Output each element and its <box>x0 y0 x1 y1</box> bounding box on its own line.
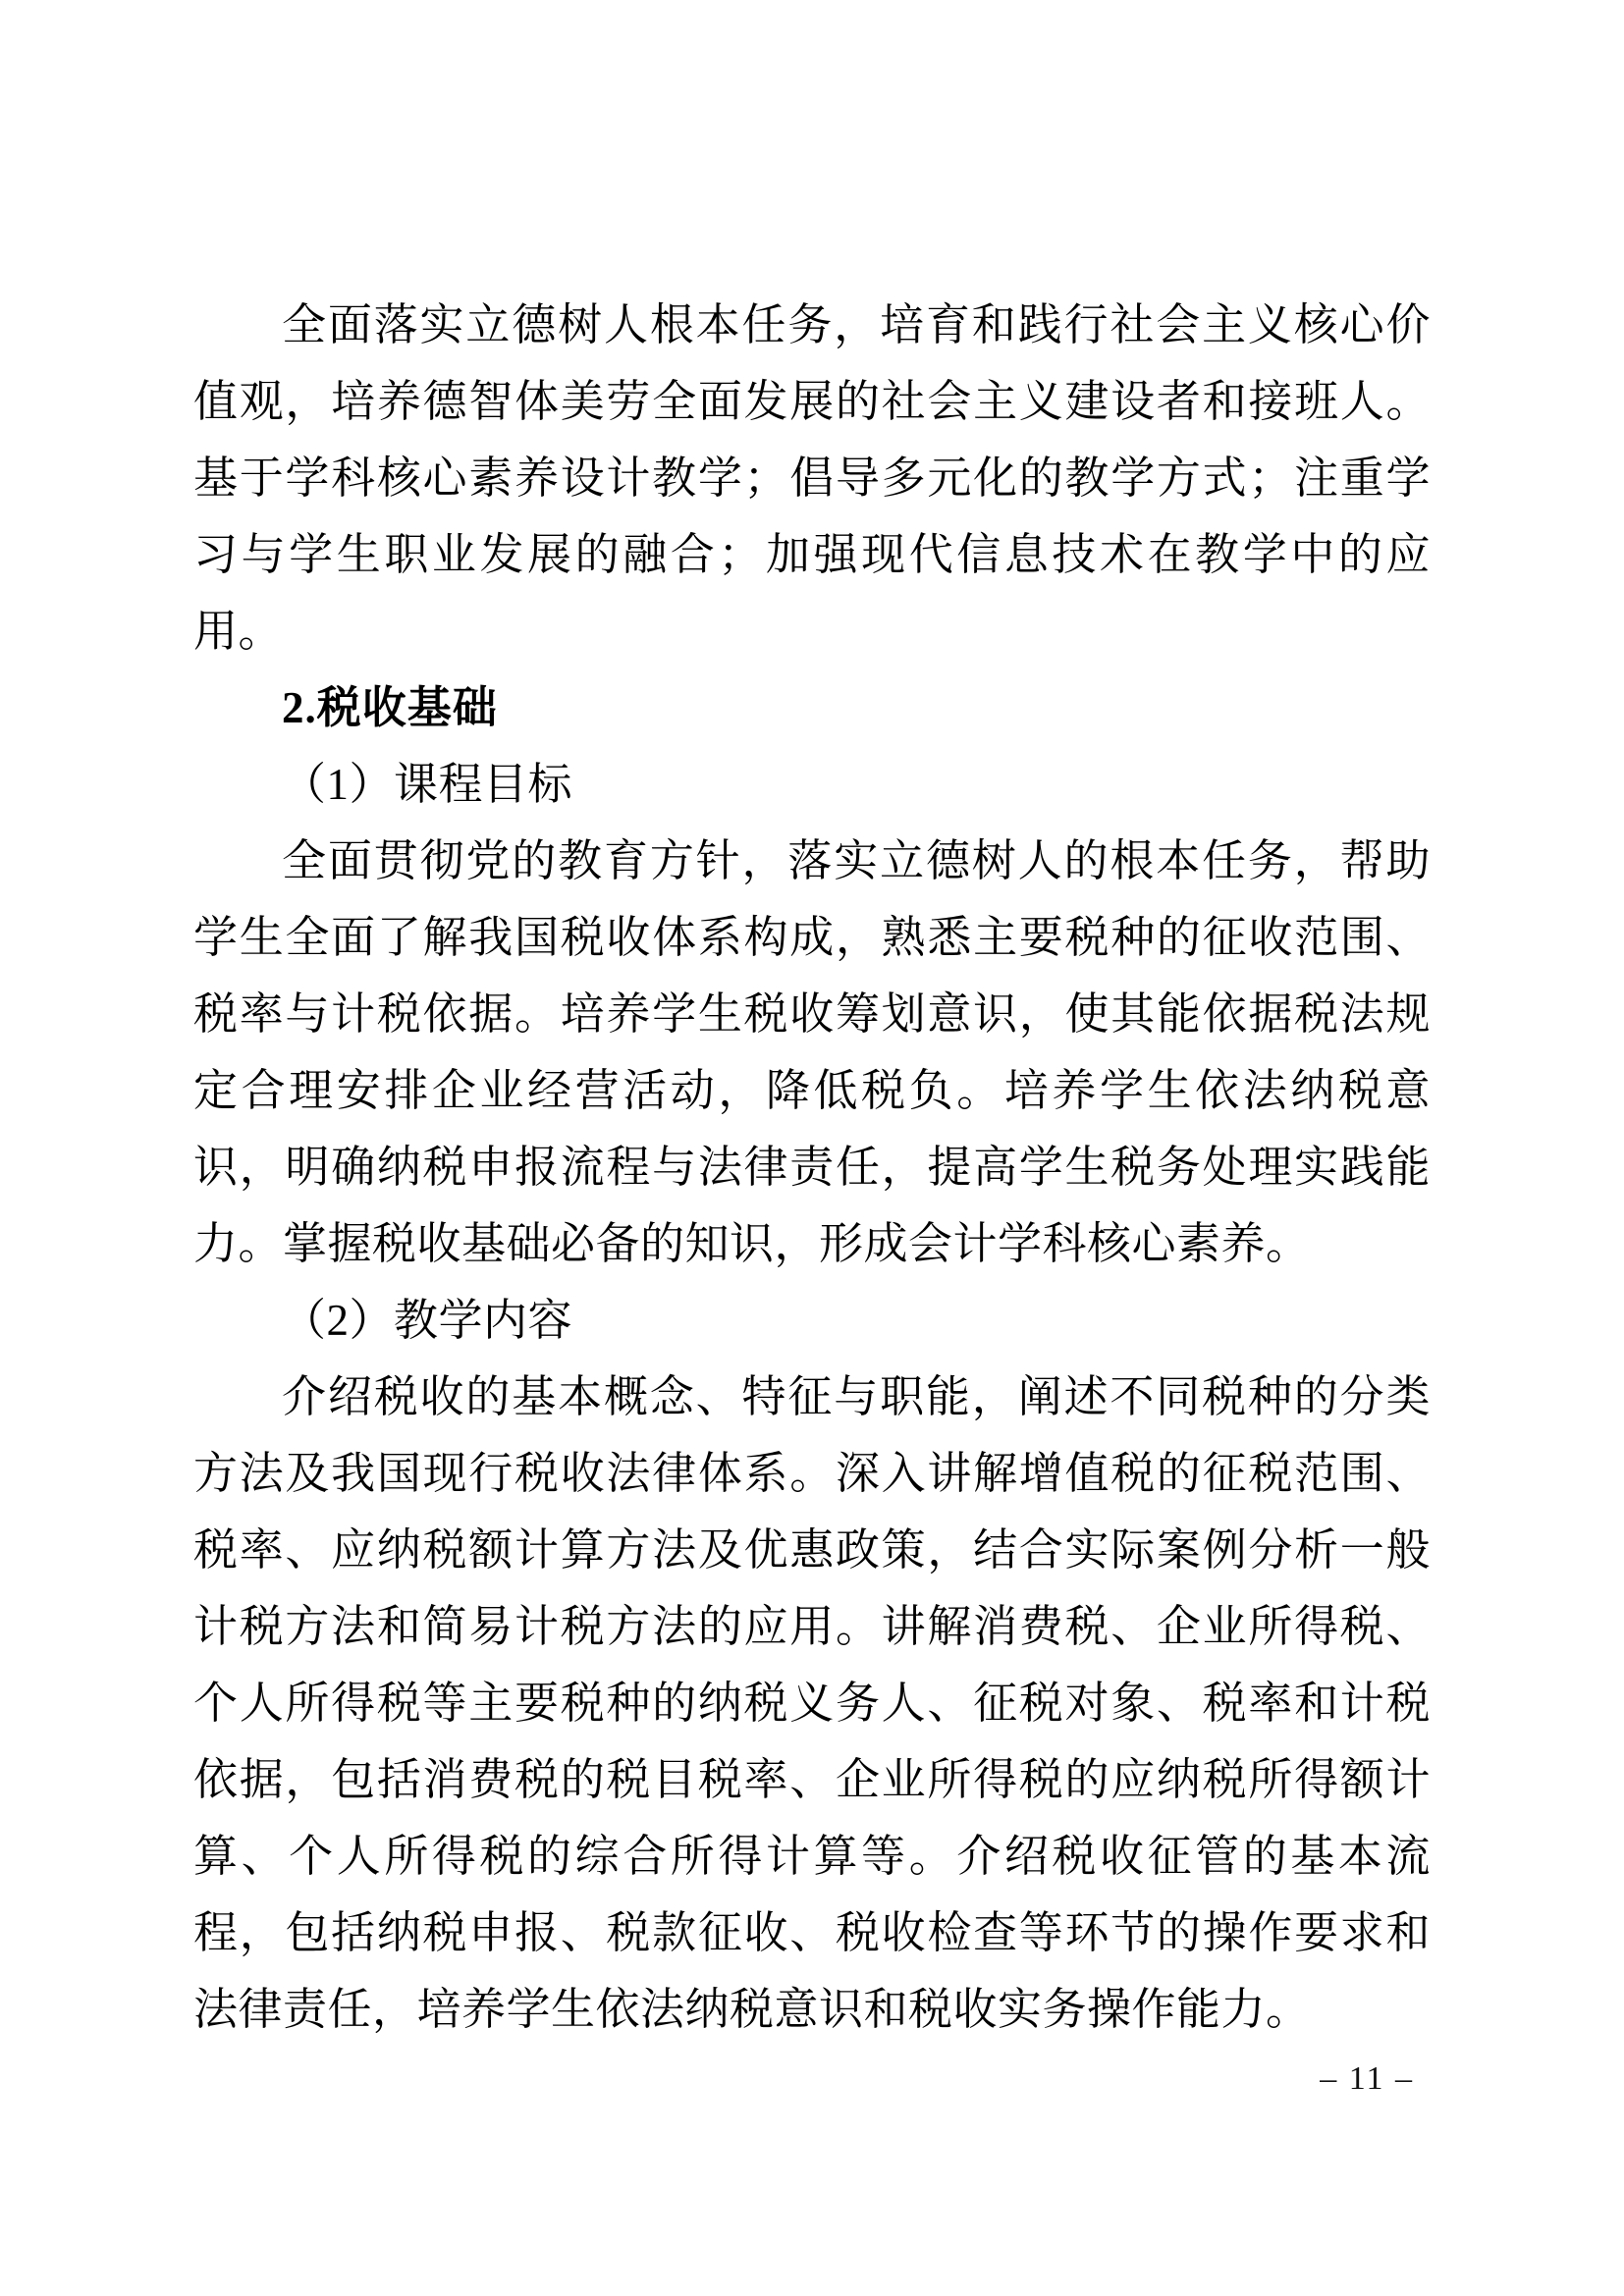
section-heading-tax-basics: 2.税收基础 <box>282 683 498 732</box>
subheading-course-objectives: （1）课程目标 <box>282 760 573 809</box>
paragraph-course-objectives: 全面贯彻党的教育方针，落实立德树人的根本任务，帮助学生全面了解我国税收体系构成，熟悉主要税种的征收范围、税率与计税依据。培养学生税收筹划意识，使其能依据税法规定合理安排企业经营活动，降低税负。培养学生依法纳税意识，明确纳税申报流程与法律责任，提高学生税务处理实践能力。掌握税收基础必备的知识，形成会计学科核心素养。 <box>193 836 1431 1268</box>
page-number: – 11 – <box>1320 2060 1414 2097</box>
document-body <box>193 287 1431 2048</box>
paragraph-teaching-philosophy: 全面落实立德树人根本任务，培育和践行社会主义核心价值观，培养德智体美劳全面发展的社会主义建设者和接班人。基于学科核心素养设计教学；倡导多元化的教学方式；注重学习与学生职业发展的融合；加强现代信息技术在教学中的应用。 <box>193 300 1431 656</box>
subheading-teaching-content: （2）教学内容 <box>282 1296 573 1345</box>
paragraph-teaching-content: 介绍税收的基本概念、特征与职能，阐述不同税种的分类方法及我国现行税收法律体系。深入讲解增值税的征税范围、税率、应纳税额计算方法及优惠政策，结合实际案例分析一般计税方法和简易计税方法的应用。讲解消费税、企业所得税、个人所得税等主要税种的纳税义务人、征税对象、税率和计税依据，包括消费税的税目税率、企业所得税的应纳税所得额计算、个人所得税的综合所得计算等。介绍税收征管的基本流程，包括纳税申报、税款征收、税收检查等环节的操作要求和法律责任，培养学生依法纳税意识和税收实务操作能力。 <box>193 1372 1431 2034</box>
